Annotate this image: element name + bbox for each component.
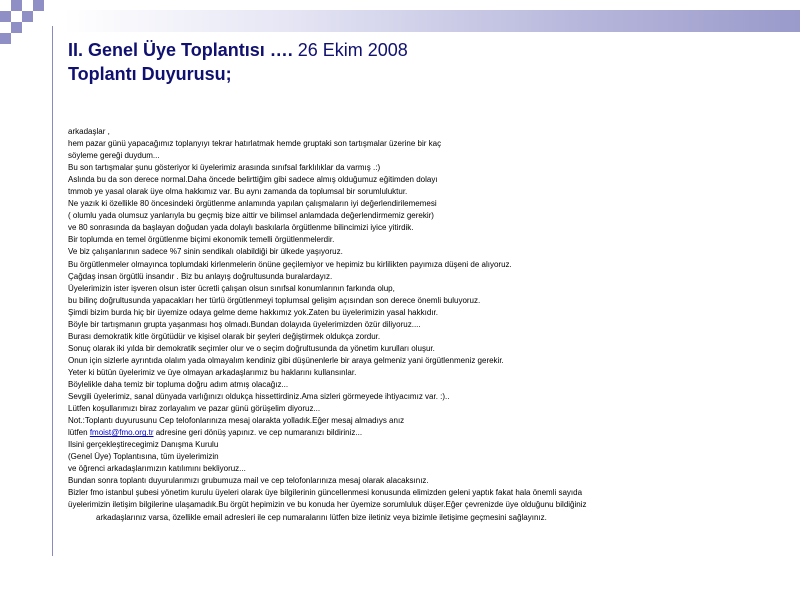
body-line: ve öğrenci arkadaşlarımızın katılımını bekliyoruz... [68, 464, 246, 474]
body-line: Burası demokratik kitle örgütüdür ve kişisel olarak bir şeyleri değiştirmek oldukça zordur. [68, 331, 381, 341]
body-line: Sonuç olarak iki yılda bir demokratik seçimler olur ve o seçim doğrultusunda da yönetim kurulları oluşur. [68, 343, 435, 353]
body-line: Bundan sonra toplantı duyurularımızı grubumuza mail ve cep telofonlarınıza mesaj olarak alacaksınız. [68, 476, 429, 486]
left-divider-line [52, 26, 53, 556]
page-subtitle: Toplantı Duyurusu; [68, 64, 232, 84]
body-line: söyleme gereği duydum... [68, 151, 160, 161]
body-line: Aslında bu da son derece normal.Daha öncede belirttiğim gibi sadece almış olduğumuz eğitimden dolayı [68, 175, 438, 185]
title-block [68, 38, 408, 86]
body-line: tmmob ye yasal olarak üye olma hakkımız var. Bu aynı zamanda da toplumsal bir sorumluluktur. [68, 187, 408, 197]
email-line [68, 427, 788, 439]
body-line: bu bilinç doğrultusunda yapacakları her türlü örgütlenmeyi toplumsal gelişim açısından son derece önemli buluyoruz. [68, 295, 481, 305]
body-line: üyelerimizin iletişim bilgilerine ulaşamadık.Bu örgüt hepimizin ve bu konuda her üyemize sorumluluk düşer.Eğer çevrenizde üye olduğunu bildiğiniz [68, 500, 587, 510]
body-line: Çağdaş insan örgütlü insandır . Biz bu anlayış doğrultusunda buralardayız. [68, 271, 333, 281]
body-line: (Genel Üye) Toplantısına, tüm üyelerimizin [68, 452, 219, 462]
body-line: Ne yazık ki özellikle 80 öncesindeki örgütlenme anlamında yapılan çalışmaların iyi değerlendirilememesi [68, 199, 437, 209]
body-line: Bizler fmo istanbul şubesi yönetim kurulu üyeleri olarak üye bilgilerinin güncellenmesi konusunda elimizden geleni yaptık fakat hala önemli sayıda [68, 488, 583, 498]
body-line: Yeter ki bütün üyelerimiz ve üye olmayan arkadaşlarımız bu haklarını kullansınlar. [68, 367, 357, 377]
announcement-body [68, 126, 788, 524]
email-line-suffix: adresine geri dönüş yapınız. ve cep numaranızı bildiriniz... [155, 428, 363, 438]
body-line: Lütfen koşullarımızı biraz zorlayalım ve pazar günü görüşelim diyoruz... [68, 404, 321, 414]
body-line: Onun için sizlerle ayrıntıda olalım yada olmayalım kendiniz gibi düşünenlerle bir araya gelmeniz yani örgütlenmeniz gerekir. [68, 355, 504, 365]
body-line: arkadaşlarınız varsa, özellikle email adresleri ile cep numaralarını lütfen bize iletiniz veya bizimle iletişime geçmesini sağlayınız. [96, 512, 547, 522]
email-line-prefix: lütfen [68, 428, 88, 438]
body-line: Ve biz çalışanlarının sadece %7 sinin sendikalı olabildiği bir ülkede yaşıyoruz. [68, 247, 343, 257]
body-line: Sevgili üyelerimiz, sanal dünyada varlığınızı oldukça hissettirdiniz.Ama sizleri görmeyede ihtiyacımız var. :).. [68, 392, 450, 402]
title-main: II. Genel Üye Toplantısı …. [68, 40, 293, 60]
page-title [68, 38, 408, 62]
body-line: hem pazar günü yapacağımız toplanyıyı tekrar hatırlatmak hemde gruptaki son tartışmalar üzerine bir kaç [68, 139, 442, 149]
body-line: Şimdi bizim burda hiç bir üyemize odaya gelme deme hakkımız yok.Zaten bu üyelerimizin yasal hakkıdır. [68, 307, 438, 317]
body-line: Üyelerimizin ister işveren olsun ister ücretli çalışan olsun sınıfsal konumlarının farkında olup, [68, 283, 395, 293]
body-line: Bir toplumda en temel örgütlenme biçimi ekonomik temelli örgütlenmelerdir. [68, 235, 335, 245]
body-line: ve 80 sonrasında da başlayan doğudan yada dolaylı baskılarla örgütlenme bilincimizi iyice yitirdik. [68, 223, 414, 233]
email-link[interactable]: fmoist@fmo.org.tr [89, 428, 154, 438]
body-line: Bu örgütlenmeler olmayınca toplumdaki kirlenmelerin önüne geçilemiyor ve hepimiz bu kirlilikten payımıza düşeni de alıyoruz. [68, 259, 512, 269]
body-line: Ilsini gerçekleştirecegimiz Danışma Kurulu [68, 440, 219, 450]
body-line: Böylelikle daha temiz bir topluma doğru adım atmış olacağız... [68, 379, 289, 389]
header-gradient-bar [64, 10, 800, 32]
title-date: 26 Ekim 2008 [297, 40, 408, 60]
body-line: Bu son tartışmalar şunu gösteriyor ki üyelerimiz arasında sınıfsal farklılıklar da varmış .:) [68, 163, 381, 173]
body-line: arkadaşlar , [68, 127, 110, 136]
body-line: Böyle bir tartışmanın grupta yaşanması hoş olmadı.Bundan dolayıda üyelerimizden özür diliyoruz.... [68, 319, 421, 329]
body-line: Not.:Toplantı duyurusunu Cep telofonlarınıza mesaj olarakta yolladık.Eğer mesaj almadıys anız [68, 416, 405, 426]
checker-pattern-decoration [0, 0, 64, 48]
body-line: ( olumlu yada olumsuz yanlarıyla bu geçmiş bize aittir ve bilimsel anlamdada değerlendirmemiz gerekir) [68, 211, 434, 221]
